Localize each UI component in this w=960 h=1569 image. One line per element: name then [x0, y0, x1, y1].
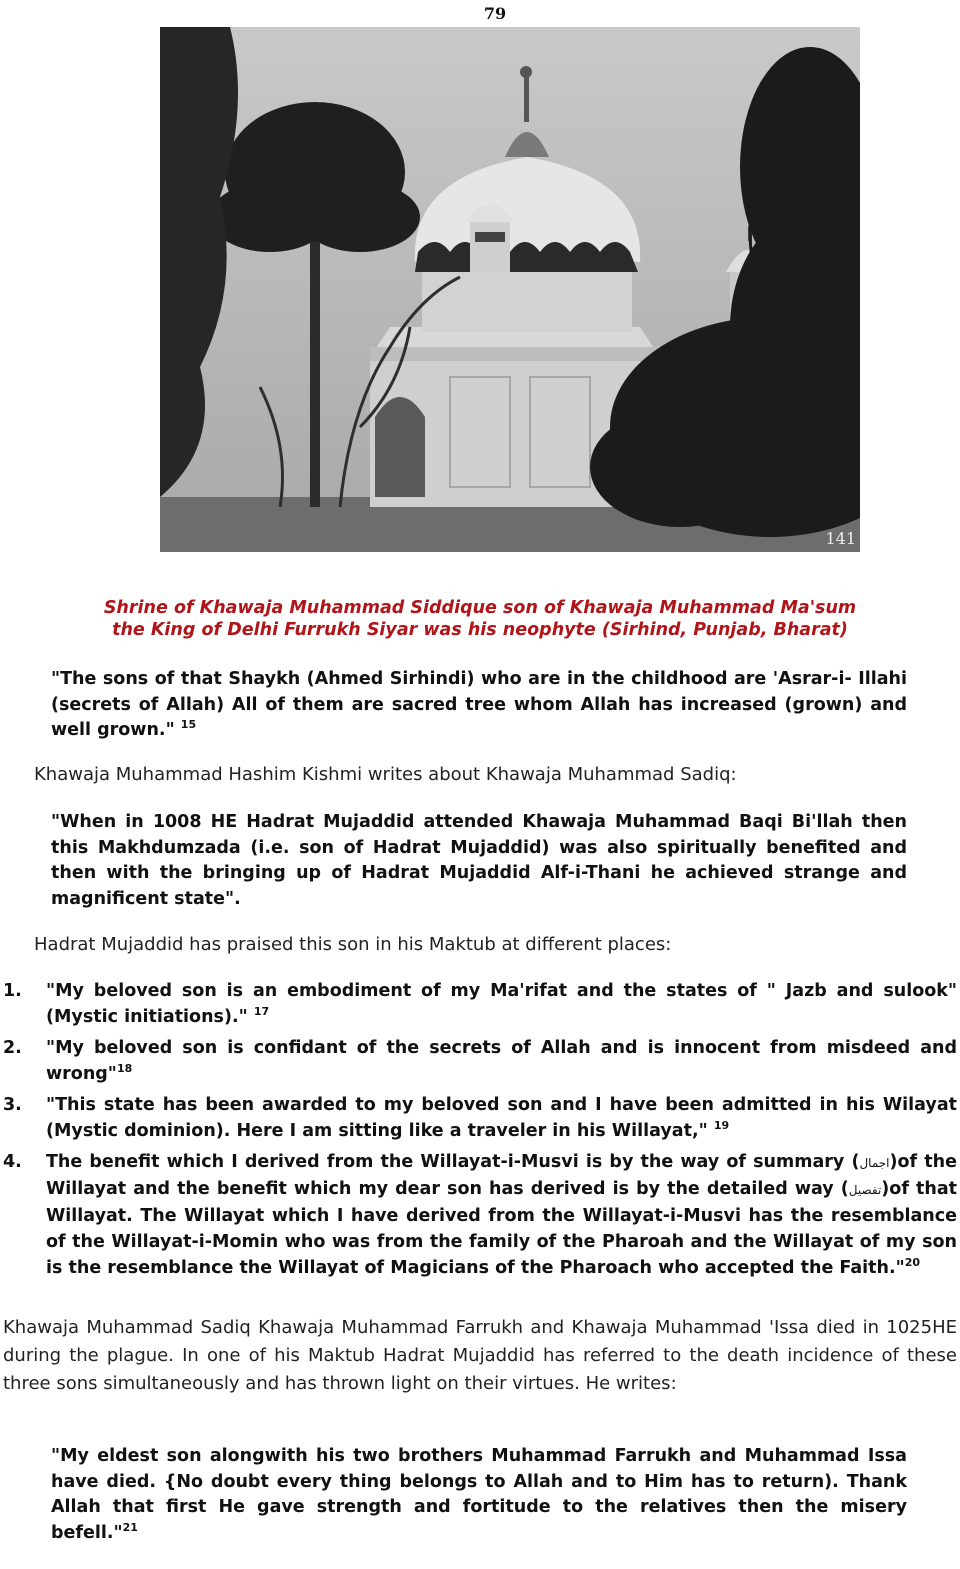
list-number: 1. [3, 981, 22, 1001]
body-paragraph: Khawaja Muhammad Sadiq Khawaja Muhammad Farrukh and Khawaja Muhammad 'Issa died in 1025HE during the plague. In one of his Maktub Hadrat Mujaddid has referred to the death incidence of these three sons simultaneously and has thrown light on their virtues. He writes: [3, 1317, 957, 1394]
arabic-term: اجمال [859, 1156, 890, 1170]
page-number: 79 [483, 4, 507, 23]
footnote-ref: 20 [904, 1256, 921, 1270]
list-text-part: The benefit which I derived from the Willayat-i-Musvi is by the way of summary ( [46, 1152, 860, 1172]
footnote-ref: 19 [713, 1119, 730, 1133]
intro-line-2: Hadrat Mujaddid has praised this son in his Maktub at different places: [34, 934, 672, 955]
list-text [46, 978, 957, 1030]
list-text [46, 1035, 957, 1087]
footnote-ref: 17 [253, 1005, 270, 1019]
quote-text: "The sons of that Shaykh (Ahmed Sirhindi) who are in the childhood are 'Asrar-i- Illahi (secrets of Allah) All of them are sacred tree whom Allah has increased (grown) and well grown." [51, 669, 907, 740]
caption-line-1: Shrine of Khawaja Muhammad Siddique son of Khawaja Muhammad Ma'sum [103, 598, 857, 618]
list-text-part: )of the Willayat and the benefit which my dear son has derived is by the detailed way ( [46, 1152, 957, 1199]
footnote-ref: 21 [122, 1520, 138, 1534]
quote-block-3 [51, 1444, 907, 1546]
quote-block-2: "When in 1008 HE Hadrat Mujaddid attended Khawaja Muhammad Baqi Bi'llah then this Makhdumzada (i.e. son of Hadrat Mujaddid) was also spiritually benefited and then with the bringing up of Hadrat Mujaddid Alf-i-Thani he achieved strange and magnificent state". [51, 812, 907, 909]
intro-line-1: Khawaja Muhammad Hashim Kishmi writes about Khawaja Muhammad Sadiq: [34, 764, 737, 785]
list-number: 3. [3, 1095, 22, 1115]
list-text-body: "This state has been awarded to my beloved son and I have been admitted in his Wilayat (Mystic dominion). Here I am sitting like a traveler in his Willayat," [46, 1095, 957, 1141]
arabic-term: تفصیل [848, 1183, 882, 1197]
shrine-illustration [160, 27, 860, 552]
list-text-body: "My beloved son is confidant of the secrets of Allah and is innocent from misdeed and wrong" [46, 1038, 957, 1084]
footnote-ref: 15 [180, 718, 197, 732]
list-text-body: "My beloved son is an embodiment of my Ma'rifat and the states of " Jazb and sulook" (Mystic initiations)." [46, 981, 957, 1027]
list-number: 4. [3, 1152, 22, 1172]
quote-text: "My eldest son alongwith his two brothers Muhammad Farrukh and Muhammad Issa have died. {No doubt every thing belongs to Allah and to Him has to return). Thank Allah that first He gave strength and fortitude to the relatives then the misery befell." [51, 1446, 907, 1543]
footnote-ref: 18 [116, 1062, 133, 1076]
caption-line-2: the King of Delhi Furrukh Siyar was his neophyte (Sirhind, Punjab, Bharat) [112, 620, 848, 640]
list-text-part: )of that Willayat. The Willayat which I have derived from the Willayat-i-Musvi has the resemblance of the Willayat-i-Momin who was from the family of the Pharoah and the Willayat of my son is the resemblance the Willayat of Magicians of the Pharoach who accepted the Faith." [46, 1179, 957, 1278]
list-number: 2. [3, 1038, 22, 1058]
list-text [46, 1149, 957, 1281]
quote-block-1 [51, 667, 907, 744]
figure-caption [0, 597, 960, 641]
shrine-photo [160, 27, 860, 552]
photo-credit: 141 [825, 529, 856, 548]
list-text [46, 1092, 957, 1144]
